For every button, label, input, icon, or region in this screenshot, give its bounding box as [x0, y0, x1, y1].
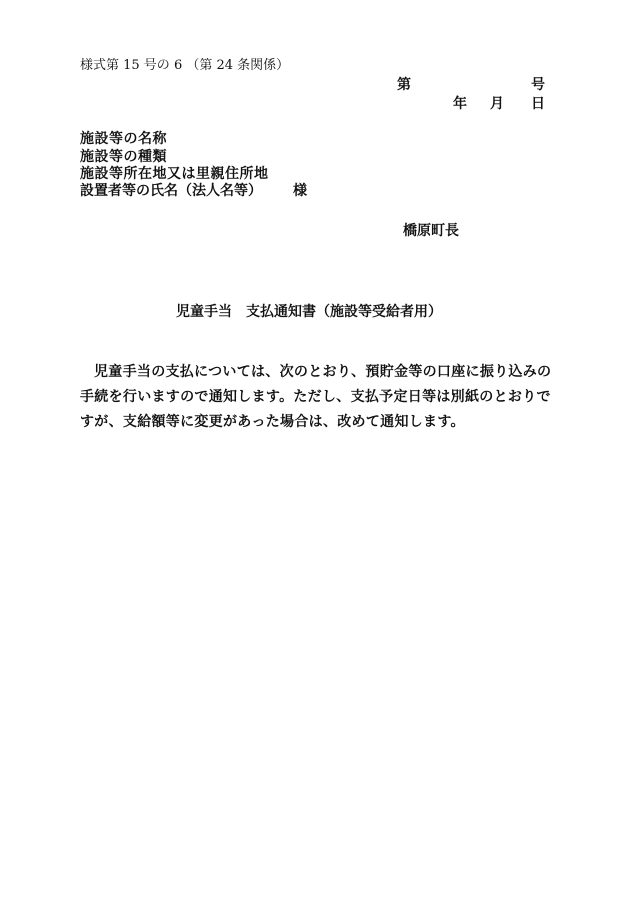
date-year-label: 年: [453, 96, 467, 112]
date-day-label: 日: [531, 96, 545, 112]
body-paragraph: 児童手当の支払については、次のとおり、預貯金等の口座に振り込みの手続を行いますので通知します。ただし、支払予定日等は別紙のとおりですが、支給額等に変更があった場合は、改めて通知します。: [80, 364, 552, 430]
document-number-suffix: 号: [531, 77, 545, 93]
issuer-name: 橋原町長: [403, 223, 459, 239]
facility-name-label: 施設等の名称: [80, 131, 167, 147]
facility-type-label: 施設等の種類: [80, 149, 167, 165]
honorific: 様: [293, 183, 307, 199]
date-month-label: 月: [490, 96, 504, 112]
form-number: 様式第 15 号の 6 （第 24 条関係）: [80, 58, 290, 73]
founder-name-label: 設置者等の氏名（法人名等）: [80, 183, 262, 199]
document-number-prefix: 第: [397, 77, 411, 93]
document-title: 児童手当 支払通知書（施設等受給者用）: [176, 304, 442, 320]
facility-address-label: 施設等所在地又は里親住所地: [80, 166, 269, 182]
